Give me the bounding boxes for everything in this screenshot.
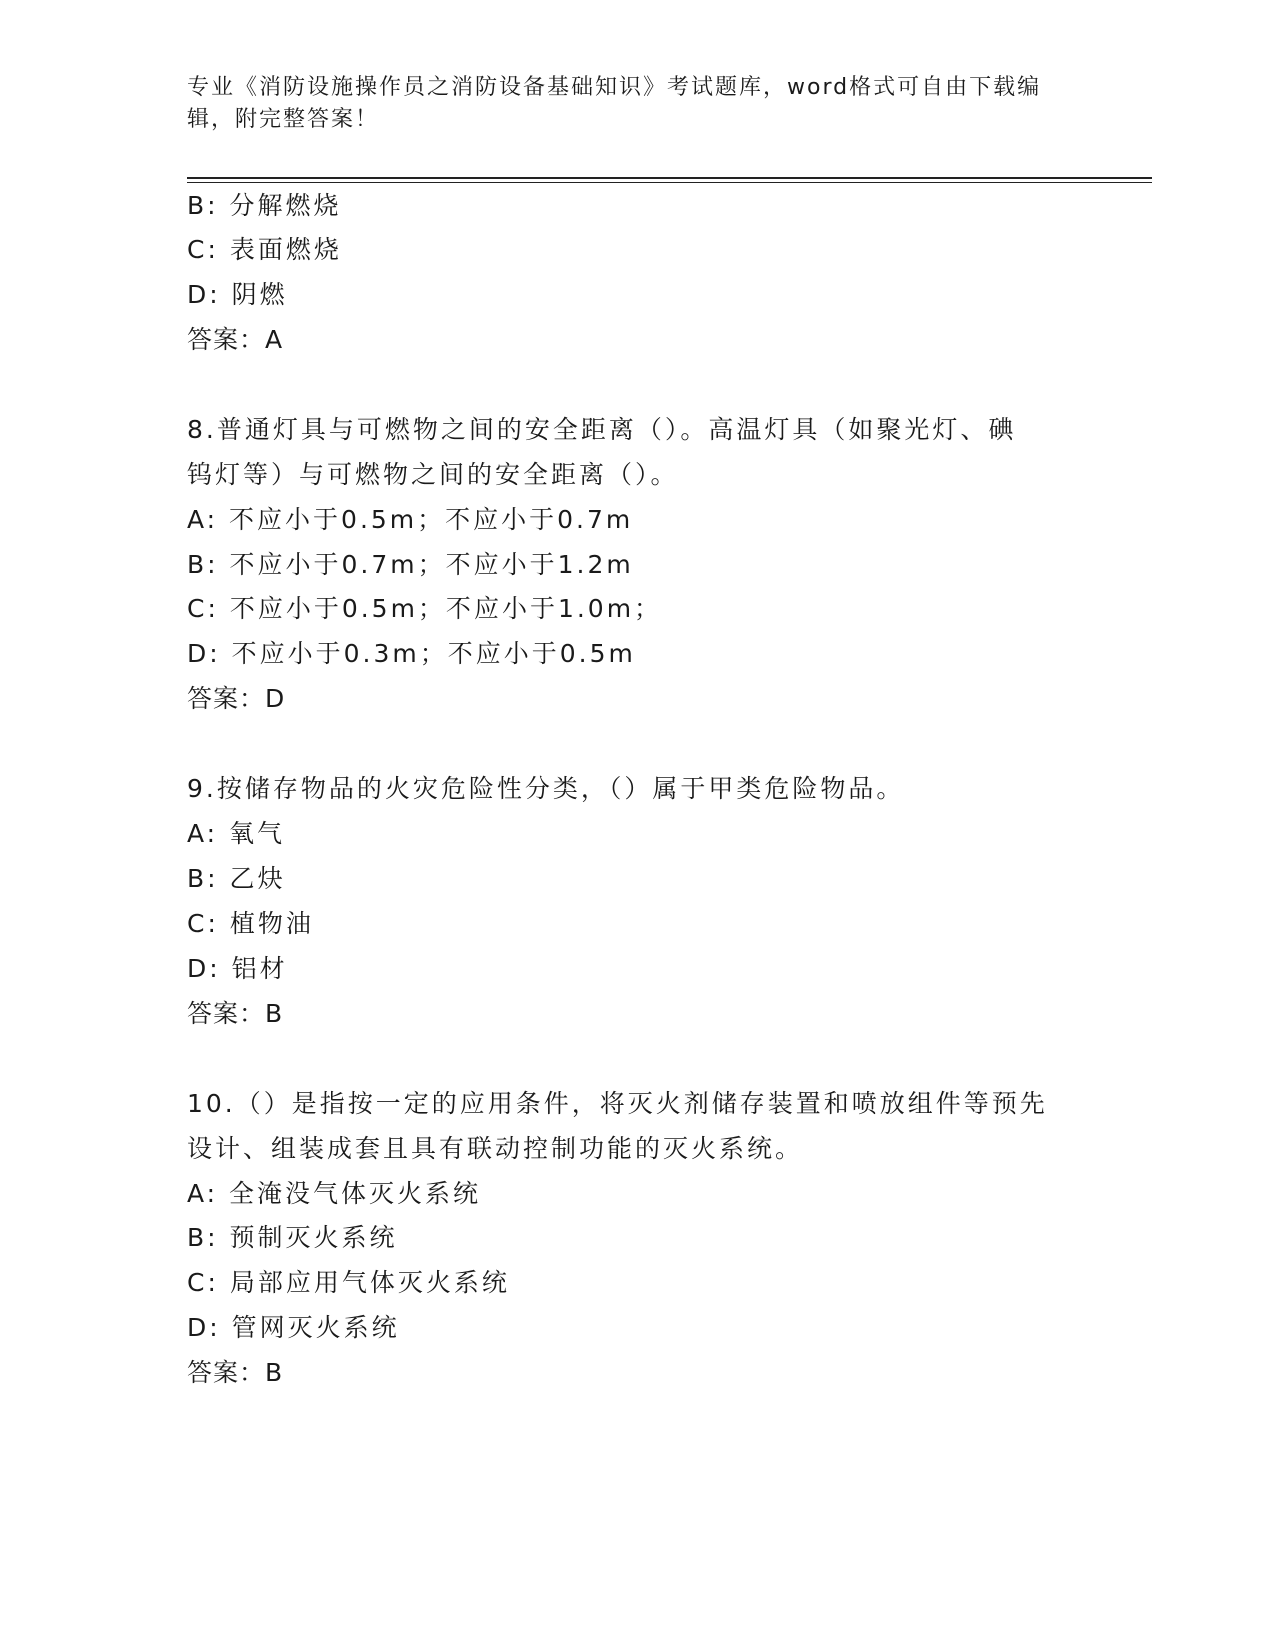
option-a: A: 氧气 <box>187 819 286 848</box>
document-header <box>187 72 1067 136</box>
option-b: B: 不应小于0.7m；不应小于1.2m <box>187 550 634 579</box>
question-stem: 钨灯等）与可燃物之间的安全距离（）。 <box>187 460 679 489</box>
answer: 答案：B <box>187 1358 284 1387</box>
header-rule-thick <box>187 177 1152 179</box>
option-c: C: 不应小于0.5m；不应小于1.0m； <box>187 594 663 623</box>
option-d: D: 铝材 <box>187 954 288 983</box>
option-c: C: 植物油 <box>187 909 314 938</box>
option-c: C: 局部应用气体灭火系统 <box>187 1268 510 1297</box>
option-d: D: 阴燃 <box>187 280 288 309</box>
answer: 答案：B <box>187 999 284 1028</box>
option-a: A: 全淹没气体灭火系统 <box>187 1179 482 1208</box>
option-b: B: 乙炔 <box>187 864 286 893</box>
header-rule-thin <box>187 182 1152 183</box>
answer: 答案：D <box>187 684 286 713</box>
option-a: A: 不应小于0.5m；不应小于0.7m <box>187 505 634 534</box>
header-line-2: 辑，附完整答案！ <box>187 107 380 132</box>
header-line-1: 专业《消防设施操作员之消防设备基础知识》考试题库，word格式可自由下载编 <box>187 75 1042 100</box>
answer: 答案：A <box>187 325 284 354</box>
question-stem: 8.普通灯具与可燃物之间的安全距离（）。高温灯具（如聚光灯、碘 <box>187 415 1017 444</box>
question-stem: 9.按储存物品的火灾危险性分类，（）属于甲类危险物品。 <box>187 774 905 803</box>
question-stem: 设计、组装成套且具有联动控制功能的灭火系统。 <box>187 1134 804 1163</box>
option-d: D: 不应小于0.3m；不应小于0.5m <box>187 639 636 668</box>
option-b: B: 预制灭火系统 <box>187 1223 398 1252</box>
option-d: D: 管网灭火系统 <box>187 1313 400 1342</box>
option-b: B: 分解燃烧 <box>187 191 342 220</box>
question-stem: 10.（）是指按一定的应用条件，将灭火剂储存装置和喷放组件等预先 <box>187 1089 1048 1118</box>
option-c: C: 表面燃烧 <box>187 235 342 264</box>
